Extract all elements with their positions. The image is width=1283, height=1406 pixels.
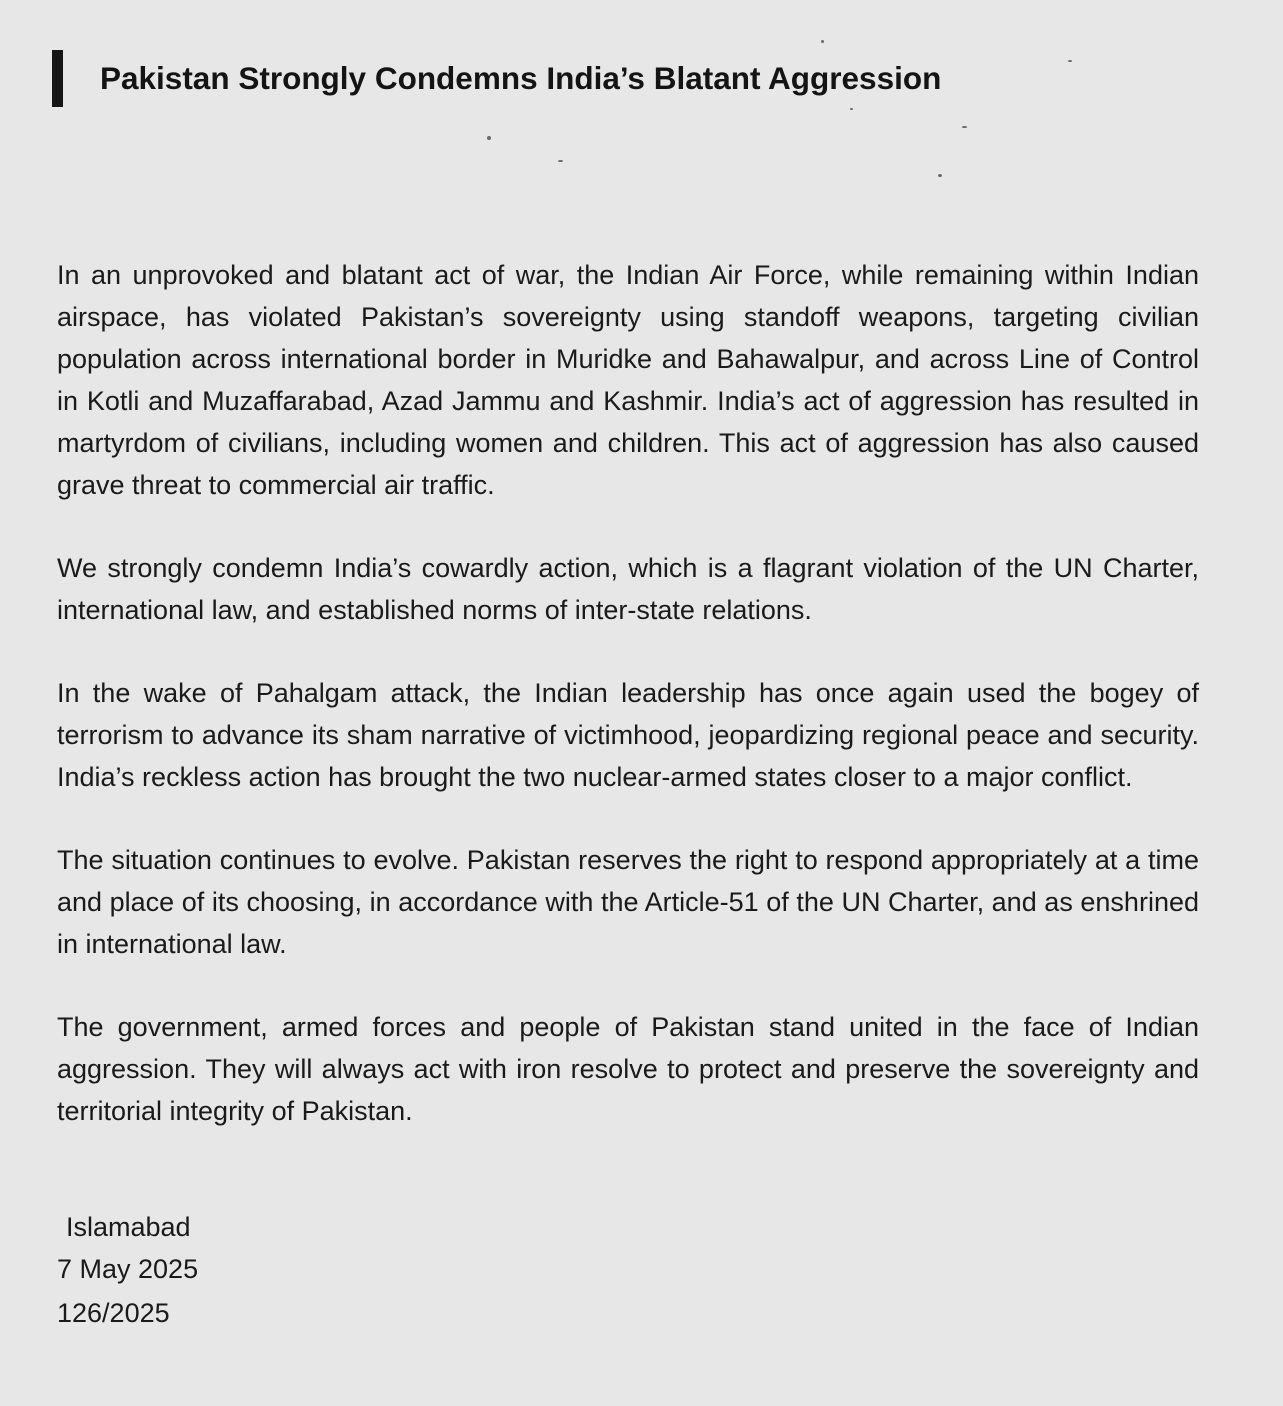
statement-paragraph: In an unprovoked and blatant act of war, the Indian Air Force, while remaining within Indian airspace, has violated Pakistan’s sovereignty using standoff weapons, targeting civilian population across international border in Muridke and Bahawalpur, and across Line of Control in Kotli and Muzaffarabad, Azad Jammu and Kashmir. India’s act of aggression has resulted in martyrdom of civilians, including women and children. This act of aggression has also caused grave threat to commercial air traffic. [57, 260, 1199, 500]
scan-speck [487, 136, 491, 140]
scan-speck [962, 126, 967, 128]
scan-speck [850, 108, 853, 110]
scan-speck [821, 40, 824, 43]
signoff-reference: 126/2025 [57, 1298, 170, 1328]
title-accent-bar [52, 50, 63, 107]
statement-paragraph: The situation continues to evolve. Pakistan reserves the right to respond appropriately at a time and place of its choosing, in accordance with the Article-51 of the UN Charter, and as enshrined in international law. [57, 845, 1199, 959]
signoff-date: 7 May 2025 [57, 1254, 199, 1284]
statement-paragraph: The government, armed forces and people of Pakistan stand united in the face of Indian aggression. They will always act with iron resolve to protect and preserve the sovereignty and territorial integrity of Pakistan. [57, 1012, 1199, 1126]
scan-speck [938, 174, 942, 177]
page-title: Pakistan Strongly Condemns India’s Blatant Aggression [100, 60, 942, 96]
statement-paragraph: We strongly condemn India’s cowardly action, which is a flagrant violation of the UN Charter, international law, and established norms of inter-state relations. [57, 553, 1199, 625]
signoff-block [57, 1206, 198, 1334]
scan-speck [1068, 60, 1072, 62]
statement-paragraph: In the wake of Pahalgam attack, the Indian leadership has once again used the bogey of terrorism to advance its sham narrative of victimhood, jeopardizing regional peace and security. India’s reckless action has brought the two nuclear-armed states closer to a major conflict. [57, 678, 1199, 792]
scan-speck [558, 160, 563, 162]
statement-body [57, 254, 1199, 1173]
signoff-place: Islamabad [66, 1212, 191, 1242]
